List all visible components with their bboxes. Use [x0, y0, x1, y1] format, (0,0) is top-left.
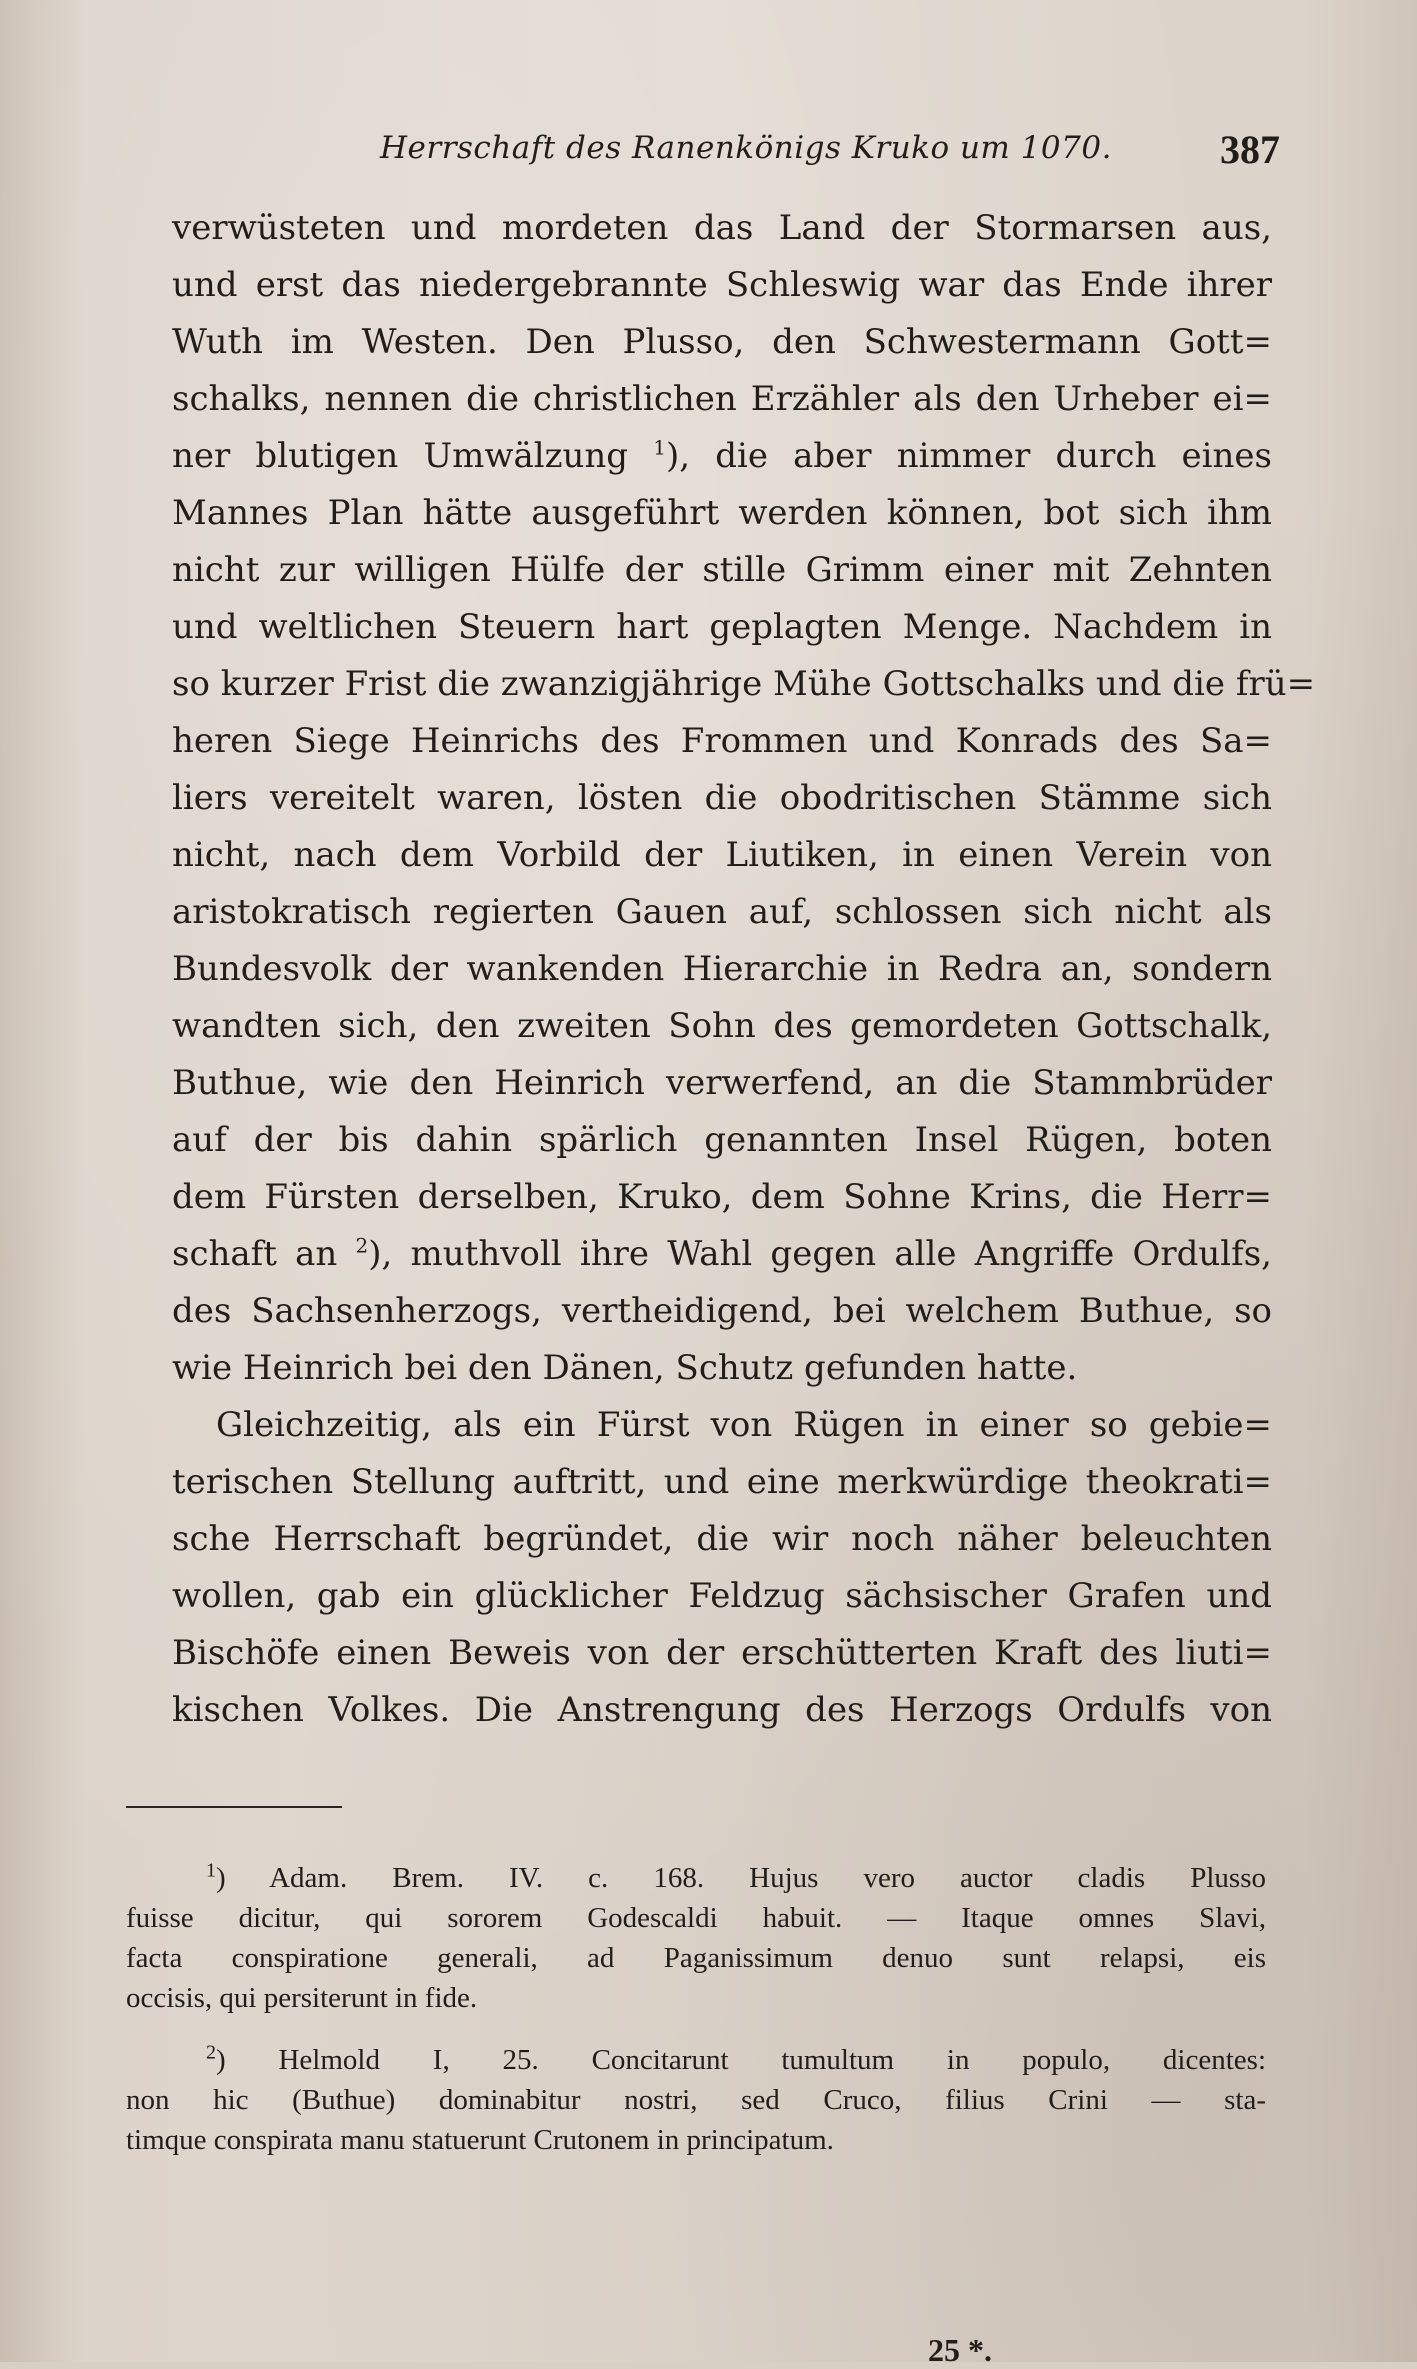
text-line: Wuth im Westen. Den Plusso, den Schwestermann Gott=: [172, 322, 1272, 362]
footnote-ref-2: 2: [355, 1233, 369, 1258]
footnotes: [126, 1858, 1266, 2160]
text-line: Bischöfe einen Beweis von der erschütterten Kraft des liuti=: [172, 1633, 1272, 1673]
footnote-text: ) Helmold I, 25. Concitarunt tumultum in populo, dicentes:: [216, 2044, 1266, 2076]
footnote-line: non hic (Buthue) dominabitur nostri, sed Cruco, filius Crini — sta-: [126, 2084, 1266, 2116]
footnote-text: ) Adam. Brem. IV. c. 168. Hujus vero auctor cladis Plusso: [216, 1862, 1266, 1894]
footnote-gap: [126, 2018, 1266, 2040]
text-line: terischen Stellung auftritt, und eine merkwürdige theokrati=: [172, 1462, 1272, 1502]
footnote-line: [126, 1858, 1266, 1898]
text-line: kischen Volkes. Die Anstrengung des Herzogs Ordulfs von: [172, 1690, 1272, 1730]
text-line: heren Siege Heinrichs des Frommen und Konrads des Sa=: [172, 721, 1272, 761]
text-line: auf der bis dahin spärlich genannten Insel Rügen, boten: [172, 1120, 1272, 1160]
running-title: Herrschaft des Ranenkönigs Kruko um 1070.: [380, 130, 1112, 166]
text-line: Buthue, wie den Heinrich verwerfend, an die Stammbrüder: [172, 1063, 1272, 1103]
text-line: [172, 428, 1272, 485]
text-line: dem Fürsten derselben, Kruko, dem Sohne Krins, die Herr=: [172, 1177, 1272, 1217]
text-line: wandten sich, den zweiten Sohn des gemordeten Gottschalk,: [172, 1006, 1272, 1046]
text-line: verwüsteten und mordeten das Land der Stormarsen aus,: [172, 208, 1272, 248]
text-line: nicht zur willigen Hülfe der stille Grimm einer mit Zehnten: [172, 550, 1272, 590]
text-line: so kurzer Frist die zwanzigjährige Mühe Gottschalks und die frü=: [172, 664, 1316, 704]
text-segment: ), die aber nimmer durch eines: [665, 436, 1272, 476]
footnote-marker-1: 1: [206, 1859, 216, 1882]
text-line: Gleichzeitig, als ein Fürst von Rügen in einer so gebie=: [216, 1405, 1272, 1445]
text-line: aristokratisch regierten Gauen auf, schlossen sich nicht als: [172, 892, 1272, 932]
footnote-line: facta conspiratione generali, ad Paganissimum denuo sunt relapsi, eis: [126, 1942, 1266, 1974]
footnote-line: [126, 2040, 1266, 2080]
text-line: wie Heinrich bei den Dänen, Schutz gefunden hatte.: [172, 1348, 1078, 1388]
text-line: nicht, nach dem Vorbild der Liutiken, in einen Verein von: [172, 835, 1272, 875]
text-line: Mannes Plan hätte ausgeführt werden können, bot sich ihm: [172, 493, 1272, 533]
text-line: Bundesvolk der wankenden Hierarchie in Redra an, sondern: [172, 949, 1272, 989]
footnote-ref-1: 1: [653, 435, 666, 460]
text-line: und erst das niedergebrannte Schleswig war das Ende ihrer: [172, 265, 1272, 305]
text-line: und weltlichen Steuern hart geplagten Menge. Nachdem in: [172, 607, 1272, 647]
page-number: 387: [1220, 127, 1280, 172]
main-text: [172, 200, 1316, 1739]
text-line: sche Herrschaft begründet, die wir noch näher beleuchten: [172, 1519, 1272, 1559]
running-head: [380, 127, 1280, 190]
footnote-rule: [126, 1806, 342, 1808]
footnote-line: occisis, qui persiterunt in fide.: [126, 1982, 478, 2014]
text-line: wollen, gab ein glücklicher Feldzug sächsischer Grafen und: [172, 1576, 1272, 1616]
signature-mark: 25 *.: [928, 2332, 992, 2368]
text-line: schalks, nennen die christlichen Erzähler als den Urheber ei=: [172, 379, 1272, 419]
text-line: liers vereitelt waren, lösten die obodritischen Stämme sich: [172, 778, 1272, 818]
text-segment: ner blutigen Umwälzung: [172, 436, 629, 476]
footnote-line: timque conspirata manu statuerunt Crutonem in principatum.: [126, 2124, 834, 2156]
text-segment: ), muthvoll ihre Wahl gegen alle Angriffe Ordulfs,: [368, 1234, 1272, 1274]
text-segment: schaft an: [172, 1234, 338, 1274]
text-line: des Sachsenherzogs, vertheidigend, bei welchem Buthue, so: [172, 1291, 1272, 1331]
text-line: [172, 1226, 1272, 1283]
footnote-line: fuisse dicitur, qui sororem Godescaldi habuit. — Itaque omnes Slavi,: [126, 1902, 1266, 1934]
footnote-marker-2: 2: [206, 2041, 216, 2064]
